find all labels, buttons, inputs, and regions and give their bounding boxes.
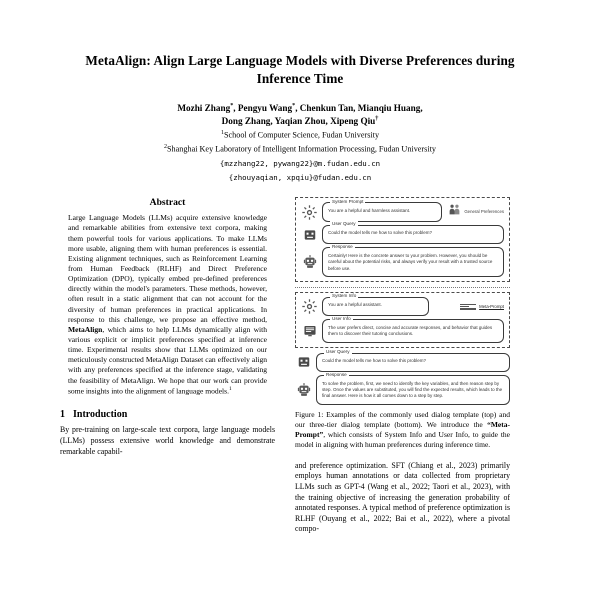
gear-icon [301, 204, 318, 221]
chip-line [460, 308, 476, 309]
abstract-method-name: MetaAlign [68, 324, 103, 334]
figure-top-panel [295, 197, 510, 282]
figure-bubble-label-response-bottom: Response [326, 371, 347, 377]
figure-bottom-meta-prompt-panel [295, 292, 510, 348]
section-title: Introduction [73, 409, 128, 421]
figure-side-meta-prompt [458, 304, 504, 310]
author-star-mark-2: * [292, 101, 296, 109]
figure-caption-part-1: Figure 1: Examples of the commonly used dialog template (top) and our three-tier dialog template (bottom). We introduce the [295, 409, 510, 429]
figure-bubble-user-query-bottom [316, 349, 510, 373]
author-list [60, 102, 540, 128]
chip-line [460, 306, 469, 307]
figure-bubble-label-user-query-top: User Query [332, 221, 356, 227]
author-dagger-mark: † [375, 114, 379, 122]
figure-bubble-text-response-top: Certainly! Here is the concrete answer to your problem. However, you should be careful about the potential risks, and always verify your result with a trusted source before use. [328, 252, 493, 271]
author-line-1-part-3: , Chenkun Tan, Mianqiu Huang, [295, 102, 423, 113]
figure-bubble-text-user-query-bottom: Could the model tells me how to solve this problem? [322, 358, 427, 364]
two-column-body [60, 197, 540, 535]
robot-icon [295, 382, 312, 399]
figure-1 [295, 197, 510, 449]
user-face-icon [301, 226, 318, 243]
introduction-paragraph: By pre-training on large-scale text corpora, large language models (LLMs) possess extensive world knowledge and demonstrate remarkable capabil- [60, 425, 275, 456]
figure-row-response-top [301, 243, 504, 277]
right-column [295, 197, 510, 535]
affiliation-2-superscript: 2 [164, 143, 167, 150]
page-title: MetaAlign: Align Large Language Models with Diverse Preferences during Inference Time [85, 53, 515, 86]
abstract-footnote-marker: 1 [228, 385, 232, 392]
people-icon [448, 203, 461, 221]
author-star-mark-1: * [230, 101, 234, 109]
figure-row-system-prompt [301, 198, 504, 222]
figure-caption-meta-prompt: “Meta-Prompt” [295, 419, 510, 439]
meta-prompt-lines-icon [460, 304, 476, 310]
figure-bubble-text-response-bottom: To solve the problem, first, we need to identify the key variables, and then reason step by step. Once the values are substituted, you will find the expected results, which leads to the final answer. Here is how it all comes down to a step by step. [322, 380, 503, 399]
figure-row-user-query-bottom [295, 349, 510, 373]
figure-caption-part-2: , which consists of System Info and User Info, to guide the model in aligning with human preferences during inference time. [295, 429, 510, 449]
section-heading-introduction [60, 409, 275, 420]
abstract-paragraph [60, 213, 275, 396]
figure-row-response-bottom [295, 371, 510, 405]
abstract-text-part-1: Large Language Models (LLMs) acquire extensive knowledge and remarkable abilities from extensive text corpora, making them powerful tools for various applications. To make LLMs more usable, aligning them with human preferences is essential. Existing alignment techniques, such as Reinforcement Learning from Human Feedback (RLHF) and Direct Preference Optimization (DPO), typically embed pre-defined preferences directly within the model's parameters. These methods, however, often result in a static alignment that can not account for the diversity of human preferences in practical applications. In response to this challenge, we propose an effective method, [68, 213, 267, 324]
figure-bubble-response-top [322, 243, 504, 277]
figure-bubble-system-prompt [322, 198, 442, 222]
figure-side-text-general-preferences: General Preferences [464, 209, 504, 215]
meta-prompt-label: Meta-Prompt [479, 304, 504, 310]
figure-bubble-text-system-info: You are a helpful assistant. [328, 302, 382, 308]
figure-caption [295, 410, 510, 450]
user-face-icon [295, 354, 312, 371]
right-column-paragraph: and preference optimization. SFT (Chiang et al., 2023) primarily employs human annotations or data collected from proprietary LLMs such as GPT-4 (Wang et al., 2022; Taori et al., 2023), with the training objective of increasing the generation probability of annotated responses. A typical method of preference optimization is RLHF (Ouyang et al., 2022; Bai et al., 2022), where a pivotal compo- [295, 460, 510, 534]
affiliation-2 [60, 143, 540, 156]
abstract-text-part-2: , which aims to help LLMs dynamically align with various explicit or implicit preferences specified at inference time. Experimental results show that LLMs optimized on our meticulously constructed MetaAlign Dataset can effectively align with any preferences specified at the inference stage, validating the feasibility of MetaAlign. We hope that our work can provide some insights into the alignment of language models. [68, 324, 267, 396]
figure-bubble-user-query-top [322, 221, 504, 245]
robot-icon [301, 254, 318, 271]
figure-bubble-label-system-info: System Info [332, 293, 357, 299]
figure-row-user-query-top [301, 221, 504, 245]
left-column [60, 197, 275, 535]
figure-bubble-system-info [322, 293, 429, 317]
figure-bubble-label-user-query-bottom: User Query [326, 349, 350, 355]
affiliation-1 [60, 129, 540, 142]
author-line-2: Dong Zhang, Yaqian Zhou, Xipeng Qiu [221, 115, 376, 126]
gear-icon [301, 298, 318, 315]
figure-bubble-response-bottom [316, 371, 510, 405]
chip-line [460, 304, 476, 305]
figure-bubble-label-user-info: User Info [332, 315, 351, 321]
monitor-icon [301, 323, 318, 340]
section-number: 1 [60, 409, 65, 421]
figure-row-user-info [301, 315, 504, 342]
figure-bubble-text-user-info: The user prefers direct, concise and accurate responses, and behavior that guides them to discover their tutoring conclusions. [328, 324, 493, 337]
figure-panel-divider [295, 287, 510, 288]
email-line-1: {mzzhang22, pywang22}@m.fudan.edu.cn [219, 159, 381, 169]
abstract-heading: Abstract [149, 197, 186, 209]
author-line-1-part-1: Mozhi Zhang [177, 102, 231, 113]
author-line-1-part-2: , Pengyu Wang [233, 102, 293, 113]
figure-bubble-text-system-prompt: You are a helpful and harmless assistant. [328, 207, 411, 213]
email-line-2: {zhouyaqian, xpqiu}@fudan.edu.cn [228, 173, 372, 183]
figure-row-system-info [301, 293, 504, 317]
affiliation-1-superscript: 1 [220, 129, 224, 136]
figure-bubble-text-user-query-top: Could the model tells me how to solve this problem? [328, 230, 433, 236]
affiliation-2-text: Shanghai Key Laboratory of Intelligent Information Processing, Fudan University [167, 144, 436, 154]
affiliation-1-text: School of Computer Science, Fudan University [223, 130, 380, 140]
figure-bubble-label-system-prompt: System Prompt [332, 198, 364, 204]
figure-bubble-user-info [322, 315, 504, 342]
figure-bubble-label-response-top: Response [332, 243, 353, 249]
figure-side-general-preferences [446, 203, 504, 221]
